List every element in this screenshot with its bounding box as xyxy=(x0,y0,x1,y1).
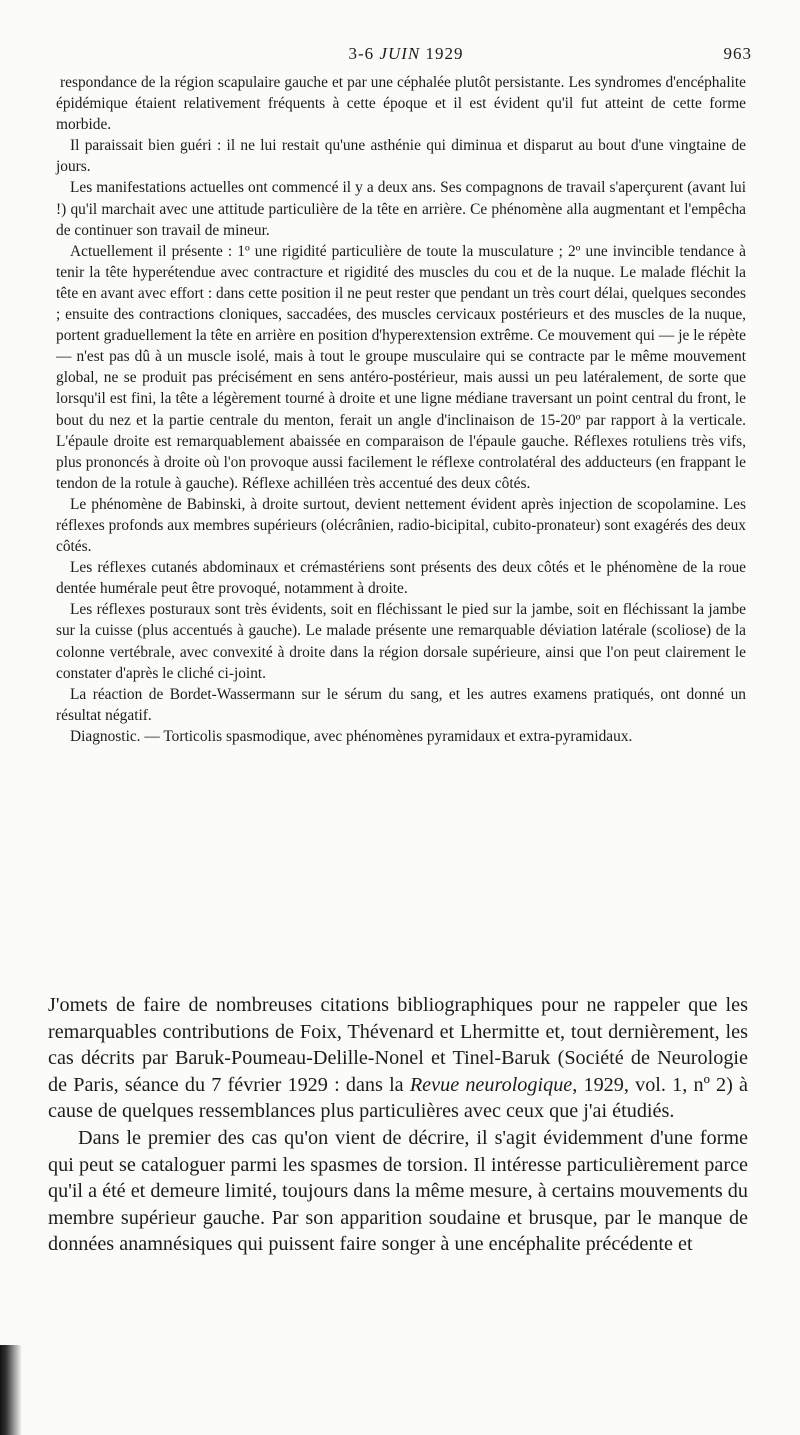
paragraph: Les réflexes posturaux sont très évidents, soit en fléchissant le pied sur la jambe, soit en fléchissant la jambe sur la cuisse (plus accentués à gauche). Le malade présente une remarquable déviation latérale (scoliose) de la colonne vertébrale, avec convexité à droite dans la région dorsale supérieure, ainsi que l'on peut clairement le constater d'après le cliché ci-joint. xyxy=(56,601,746,682)
diagnosis-paragraph: Diagnostic. — Torticolis spasmodique, avec phénomènes pyramidaux et extra-pyramidaux. xyxy=(70,727,633,745)
header-year: 1929 xyxy=(425,44,464,63)
page-number: 963 xyxy=(723,44,752,63)
paragraph: Le phénomène de Babinski, à droite surtout, devient nettement évident après injection de scopolamine. Les réflexes profonds aux membres supérieurs (olécrânien, radio-bicipital, cubito-pronateur) sont exagérés des deux côtés. xyxy=(56,495,746,556)
paragraph: Actuellement il présente : 1º une rigidité particulière de toute la musculature ; 2º une invincible tendance à tenir la tête hyperétendue avec contracture et rigidité des muscles du cou et de la nuque. Le malade fléchit la tête en avant avec effort : dans cette position il ne peut rester que pendant un très court délai, quelques secondes ; ensuite des contractions cloniques, saccadées, des muscles cervicaux postérieurs et des muscles de la nuque, portent graduellement la tête en arrière en position d'hyperextension extrême. Ce mouvement qui — je le répète — n'est pas dû à un muscle isolé, mais à tout le groupe musculaire qui se contracte par le même mouvement global, ne se produit pas précisément en sens antéro-postérieur, mais aussi un peu latéralement, de sorte que lorsqu'il est fini, la tête a légèrement tourné à droite et une ligne médiane traversant un point central du front, le bout du nez et la partie centrale du menton, ferait un angle d'inclinaison de 15-20º par rapport à la verticale. L'épaule droite est remarquablement abaissée en comparaison de l'épaule gauche. Réflexes rotuliens très vifs, plus prononcés à droite où l'on provoque aussi facilement le réflexe controlatéral des adducteurs (en frappant le tendon de la rotule à gauche). Réflexe achilléen très accentué des deux côtés. xyxy=(56,242,746,492)
paragraph: Les réflexes cutanés abdominaux et crémastériens sont présents des deux côtés et le phénomène de la roue dentée humérale peut être provoqué, notamment à droite. xyxy=(56,559,746,598)
header-date xyxy=(60,44,752,64)
header-day: 3-6 xyxy=(348,44,375,63)
paragraph: Les manifestations actuelles ont commencé il y a deux ans. Ses compagnons de travail s'aperçurent (avant lui !) qu'il marchait avec une attitude particulière de la tête en arrière. Ce phénomène alla augmentant et l'empêcha de continuer son travail de mineur. xyxy=(56,179,746,239)
citation-text-end: , 1929, vol. 1, nº 2) à cause de quelques ressemblances plus particulières avec ceux que j'ai étudiés. xyxy=(48,1073,748,1123)
paragraph xyxy=(48,992,748,1125)
paragraph: Il paraissait bien guéri : il ne lui restait qu'une asthénie qui diminua et disparut au bout d'une vingtaine de jours. xyxy=(56,137,746,176)
discussion-text xyxy=(48,992,748,1258)
journal-title: Revue neurologique xyxy=(409,1073,573,1096)
paragraph: Dans le premier des cas qu'on vient de décrire, il s'agit évidemment d'une forme qui peut se cataloguer parmi les spasmes de torsion. Il intéresse particulièrement parce qu'il a été et demeure limité, toujours dans la même mesure, à certains mouvements du membre supérieur gauche. Par son apparition soudaine et brusque, par le manque de données anamnésiques qui puissent faire songer à une encéphalite précédente et xyxy=(48,1126,748,1256)
running-header xyxy=(60,44,752,68)
clinical-case-text xyxy=(56,72,746,747)
header-month: JUIN xyxy=(379,44,421,63)
paragraph: respondance de la région scapulaire gauche et par une céphalée plutôt persistante. Les syndromes d'encéphalite épidémique étaient relativement fréquents à cette époque et il est évident qu'il fut atteint de cette forme morbide. xyxy=(56,74,746,134)
paragraph: La réaction de Bordet-Wassermann sur le sérum du sang, et les autres examens pratiqués, ont donné un résultat négatif. xyxy=(56,685,746,724)
scan-edge-shadow xyxy=(0,1345,22,1435)
citation-text: J'omets de faire de nombreuses citations bibliographiques pour ne rappeler que les remarquables contributions de Foix, Thévenard et Lhermitte et, tout dernièrement, les cas décrits par Baruk-Poumeau-Delille-Nonel et Tinel-Baruk (Société de Neurologie de Paris, séance du 7 février 1929 : dans la xyxy=(48,994,748,1096)
